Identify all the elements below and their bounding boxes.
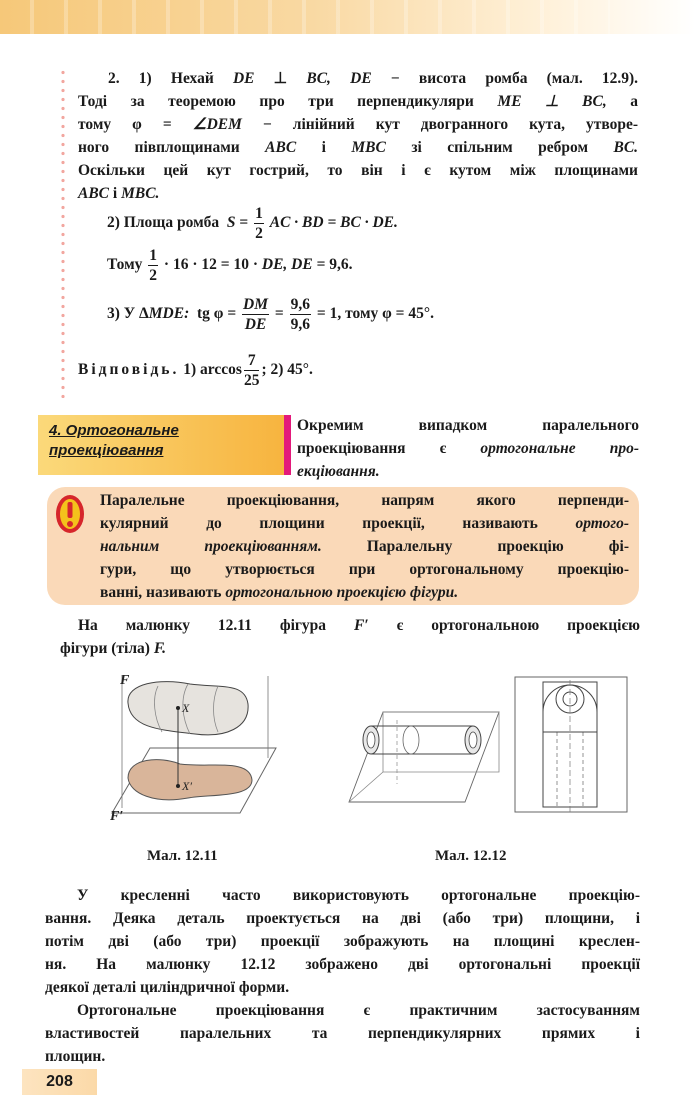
solution-line-6: ABC і MBC.	[78, 185, 160, 202]
definition-line-5: ванні, називають ортогональною проекцією фігури.	[100, 584, 459, 601]
section-intro-2: проекціювання є ортогональне про-	[297, 440, 640, 457]
section-intro-1: Окремим випадком паралельного	[297, 417, 639, 434]
body-line-7: властивостей паралельних та перпендикулярних прямих і	[45, 1025, 640, 1042]
solution-line-4: ного півплощинами ABC і MBC зі спільним ребром BC.	[78, 139, 639, 156]
body-line-3: потім дві (або три) проекції зображують на площині креслен-	[45, 933, 640, 950]
caption-12-12: Мал. 12.12	[435, 848, 507, 864]
section-title: 4. Ортогональне проекціювання	[49, 422, 179, 459]
body-line-8: площин.	[45, 1048, 106, 1065]
point-x-label: X	[182, 701, 190, 715]
solution-step-2: 2) Площа ромба S = $\frac{1}{2}$ AC · BD = BC · DE.	[107, 204, 398, 242]
margin-dots	[60, 68, 66, 398]
exclamation-icon	[55, 494, 85, 534]
definition-line-3: нальним проекціюванням. Паралельну проекцію фі-	[100, 538, 629, 555]
definition-line-4: гури, що утворюється при ортогональному проекцію-	[100, 561, 629, 578]
section-intro-3: екціювання.	[297, 463, 380, 480]
figure-f-label: F	[120, 673, 130, 688]
body-line-1: У кресленні часто використовують ортогональне проекцію-	[77, 887, 640, 904]
answer-line: Відповідь. 1) arccos $\frac{7}{25}$ ; 2) 45°.	[78, 351, 313, 389]
solution-line-1: 2. 1) Нехай DE ⊥ BC, DE − висота ромба (мал. 12.9).	[108, 70, 639, 87]
figure-text-1: На малюнку 12.11 фігура F′ є ортогональною проекцією	[78, 617, 640, 634]
solution-line-3: тому φ = ∠DEM − лінійний кут двогранного кута, утворе-	[78, 116, 639, 133]
page-header-band	[0, 0, 695, 34]
solution-line-2: Тоді за теоремою про три перпендикуляри ME ⊥ BC, а	[78, 93, 639, 110]
figure-12-11	[100, 668, 280, 828]
page-number: 208	[22, 1069, 97, 1095]
point-xp-label: X′	[182, 779, 192, 793]
solution-step-2b: Тому $\frac{1}{2}$ · 16 · 12 = 10 · DE, DE = 9,6.	[107, 246, 353, 284]
figure-text-2: фігури (тіла) F.	[60, 640, 167, 657]
body-line-2: вання. Деяка деталь проектується на дві (або три) площини, і	[45, 910, 640, 927]
solution-step-3: 3) У ΔMDE: tg φ = $\frac{DM}{DE}$ = $\frac{9,6}{9,6}$ = 1, тому φ = 45°.	[107, 295, 434, 333]
figure-12-12	[335, 672, 635, 832]
body-line-6: Ортогональне проекціювання є практичним застосуванням	[77, 1002, 640, 1019]
definition-line-1: Паралельне проекціювання, напрям якого перпенди-	[100, 492, 629, 509]
definition-line-2: кулярний до площини проекції, називають ортого-	[100, 515, 629, 532]
body-line-5: деякої деталі циліндричної форми.	[45, 979, 290, 996]
body-line-4: ня. На малюнку 12.12 зображено дві ортогональні проекції	[45, 956, 640, 973]
solution-line-5: Оскільки цей кут гострий, то він і є кутом між площинами	[78, 162, 638, 179]
figure-fp-label: F′	[110, 809, 124, 824]
caption-12-11: Мал. 12.11	[147, 848, 218, 864]
